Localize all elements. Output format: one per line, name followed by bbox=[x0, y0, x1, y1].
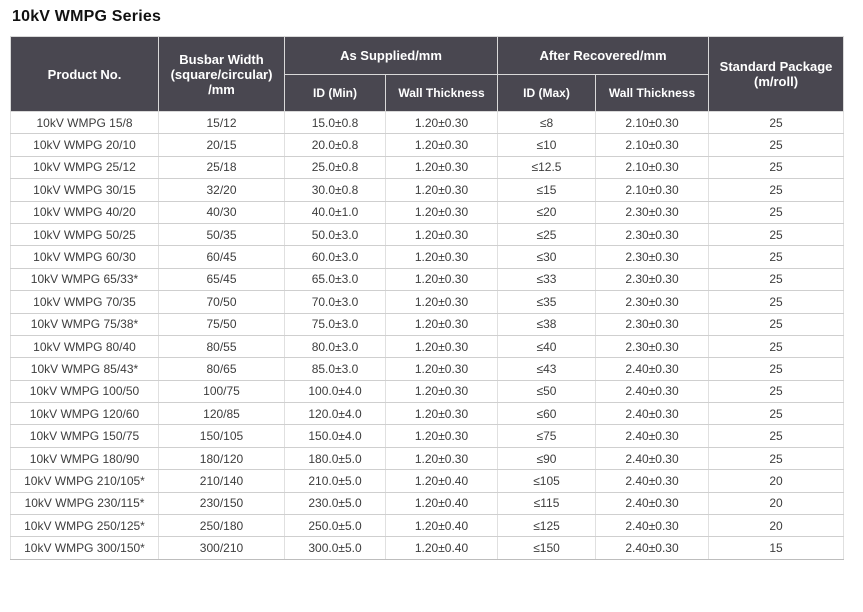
cell-busbar-width: 150/105 bbox=[159, 425, 285, 447]
cell-wall-thickness-supplied: 1.20±0.30 bbox=[386, 403, 498, 425]
cell-product-no: 10kV WMPG 60/30 bbox=[11, 246, 159, 268]
cell-product-no: 10kV WMPG 80/40 bbox=[11, 335, 159, 357]
cell-busbar-width: 80/65 bbox=[159, 358, 285, 380]
table-row bbox=[11, 201, 844, 223]
table-row bbox=[11, 492, 844, 514]
header-standard-package: Standard Package (m/roll) bbox=[709, 37, 844, 112]
cell-id-min: 230.0±5.0 bbox=[285, 492, 386, 514]
cell-wall-thickness-supplied: 1.20±0.30 bbox=[386, 447, 498, 469]
cell-product-no: 10kV WMPG 70/35 bbox=[11, 291, 159, 313]
cell-id-min: 300.0±5.0 bbox=[285, 537, 386, 559]
cell-product-no: 10kV WMPG 300/150* bbox=[11, 537, 159, 559]
cell-wall-thickness-supplied: 1.20±0.40 bbox=[386, 470, 498, 492]
cell-id-max: ≤10 bbox=[498, 134, 596, 156]
cell-product-no: 10kV WMPG 25/12 bbox=[11, 156, 159, 178]
cell-busbar-width: 300/210 bbox=[159, 537, 285, 559]
cell-product-no: 10kV WMPG 100/50 bbox=[11, 380, 159, 402]
cell-id-min: 50.0±3.0 bbox=[285, 223, 386, 245]
cell-product-no: 10kV WMPG 20/10 bbox=[11, 134, 159, 156]
cell-id-min: 75.0±3.0 bbox=[285, 313, 386, 335]
cell-id-max: ≤30 bbox=[498, 246, 596, 268]
cell-wall-thickness-recovered: 2.40±0.30 bbox=[596, 358, 709, 380]
cell-id-max: ≤115 bbox=[498, 492, 596, 514]
table-row bbox=[11, 380, 844, 402]
cell-product-no: 10kV WMPG 65/33* bbox=[11, 268, 159, 290]
cell-busbar-width: 75/50 bbox=[159, 313, 285, 335]
cell-product-no: 10kV WMPG 210/105* bbox=[11, 470, 159, 492]
table-row bbox=[11, 470, 844, 492]
cell-wall-thickness-recovered: 2.40±0.30 bbox=[596, 425, 709, 447]
cell-standard-package: 25 bbox=[709, 223, 844, 245]
cell-wall-thickness-supplied: 1.20±0.30 bbox=[386, 291, 498, 313]
cell-busbar-width: 210/140 bbox=[159, 470, 285, 492]
cell-standard-package: 25 bbox=[709, 335, 844, 357]
cell-wall-thickness-recovered: 2.30±0.30 bbox=[596, 246, 709, 268]
cell-product-no: 10kV WMPG 230/115* bbox=[11, 492, 159, 514]
table-row bbox=[11, 134, 844, 156]
cell-id-max: ≤8 bbox=[498, 112, 596, 134]
cell-product-no: 10kV WMPG 250/125* bbox=[11, 515, 159, 537]
cell-wall-thickness-supplied: 1.20±0.30 bbox=[386, 380, 498, 402]
cell-wall-thickness-supplied: 1.20±0.40 bbox=[386, 537, 498, 559]
cell-id-min: 210.0±5.0 bbox=[285, 470, 386, 492]
cell-product-no: 10kV WMPG 40/20 bbox=[11, 201, 159, 223]
cell-id-max: ≤43 bbox=[498, 358, 596, 380]
cell-wall-thickness-recovered: 2.30±0.30 bbox=[596, 291, 709, 313]
cell-wall-thickness-recovered: 2.10±0.30 bbox=[596, 179, 709, 201]
cell-busbar-width: 250/180 bbox=[159, 515, 285, 537]
cell-busbar-width: 230/150 bbox=[159, 492, 285, 514]
cell-wall-thickness-supplied: 1.20±0.30 bbox=[386, 201, 498, 223]
cell-id-max: ≤150 bbox=[498, 537, 596, 559]
table-row bbox=[11, 515, 844, 537]
cell-wall-thickness-supplied: 1.20±0.30 bbox=[386, 335, 498, 357]
table-row bbox=[11, 358, 844, 380]
cell-id-max: ≤50 bbox=[498, 380, 596, 402]
cell-id-max: ≤35 bbox=[498, 291, 596, 313]
cell-standard-package: 25 bbox=[709, 179, 844, 201]
cell-wall-thickness-recovered: 2.40±0.30 bbox=[596, 470, 709, 492]
cell-wall-thickness-recovered: 2.30±0.30 bbox=[596, 313, 709, 335]
cell-id-max: ≤105 bbox=[498, 470, 596, 492]
table-row bbox=[11, 425, 844, 447]
cell-busbar-width: 15/12 bbox=[159, 112, 285, 134]
header-id-max: ID (Max) bbox=[498, 75, 596, 112]
header-wall-thickness-supplied: Wall Thickness bbox=[386, 75, 498, 112]
cell-standard-package: 20 bbox=[709, 470, 844, 492]
table-row bbox=[11, 291, 844, 313]
cell-wall-thickness-recovered: 2.40±0.30 bbox=[596, 403, 709, 425]
table-row bbox=[11, 537, 844, 559]
table-row bbox=[11, 246, 844, 268]
cell-id-min: 150.0±4.0 bbox=[285, 425, 386, 447]
cell-wall-thickness-supplied: 1.20±0.30 bbox=[386, 112, 498, 134]
cell-product-no: 10kV WMPG 30/15 bbox=[11, 179, 159, 201]
cell-wall-thickness-recovered: 2.10±0.30 bbox=[596, 134, 709, 156]
table-row bbox=[11, 223, 844, 245]
header-busbar-width: Busbar Width (square/circular) /mm bbox=[159, 37, 285, 112]
cell-standard-package: 20 bbox=[709, 515, 844, 537]
cell-product-no: 10kV WMPG 180/90 bbox=[11, 447, 159, 469]
cell-busbar-width: 100/75 bbox=[159, 380, 285, 402]
cell-id-max: ≤75 bbox=[498, 425, 596, 447]
cell-id-min: 65.0±3.0 bbox=[285, 268, 386, 290]
cell-id-min: 250.0±5.0 bbox=[285, 515, 386, 537]
cell-standard-package: 25 bbox=[709, 268, 844, 290]
cell-busbar-width: 80/55 bbox=[159, 335, 285, 357]
cell-standard-package: 20 bbox=[709, 492, 844, 514]
cell-id-min: 100.0±4.0 bbox=[285, 380, 386, 402]
cell-id-min: 120.0±4.0 bbox=[285, 403, 386, 425]
table-row bbox=[11, 268, 844, 290]
cell-wall-thickness-supplied: 1.20±0.30 bbox=[386, 268, 498, 290]
cell-wall-thickness-supplied: 1.20±0.30 bbox=[386, 425, 498, 447]
cell-wall-thickness-recovered: 2.30±0.30 bbox=[596, 201, 709, 223]
cell-standard-package: 25 bbox=[709, 403, 844, 425]
page-title: 10kV WMPG Series bbox=[12, 8, 162, 25]
cell-wall-thickness-recovered: 2.30±0.30 bbox=[596, 223, 709, 245]
header-as-supplied: As Supplied/mm bbox=[285, 37, 498, 75]
cell-standard-package: 25 bbox=[709, 201, 844, 223]
cell-id-min: 60.0±3.0 bbox=[285, 246, 386, 268]
cell-standard-package: 25 bbox=[709, 425, 844, 447]
cell-standard-package: 25 bbox=[709, 112, 844, 134]
cell-standard-package: 25 bbox=[709, 313, 844, 335]
cell-busbar-width: 40/30 bbox=[159, 201, 285, 223]
cell-wall-thickness-supplied: 1.20±0.30 bbox=[386, 358, 498, 380]
header-product-no: Product No. bbox=[11, 37, 159, 112]
cell-product-no: 10kV WMPG 150/75 bbox=[11, 425, 159, 447]
cell-wall-thickness-recovered: 2.40±0.30 bbox=[596, 537, 709, 559]
cell-wall-thickness-recovered: 2.40±0.30 bbox=[596, 380, 709, 402]
cell-wall-thickness-recovered: 2.40±0.30 bbox=[596, 515, 709, 537]
table-body bbox=[11, 112, 844, 560]
cell-busbar-width: 25/18 bbox=[159, 156, 285, 178]
cell-busbar-width: 65/45 bbox=[159, 268, 285, 290]
cell-product-no: 10kV WMPG 75/38* bbox=[11, 313, 159, 335]
cell-busbar-width: 32/20 bbox=[159, 179, 285, 201]
cell-standard-package: 25 bbox=[709, 447, 844, 469]
cell-wall-thickness-supplied: 1.20±0.40 bbox=[386, 492, 498, 514]
cell-id-min: 180.0±5.0 bbox=[285, 447, 386, 469]
header-wall-thickness-recovered: Wall Thickness bbox=[596, 75, 709, 112]
table-row bbox=[11, 403, 844, 425]
table-row bbox=[11, 112, 844, 134]
cell-wall-thickness-supplied: 1.20±0.40 bbox=[386, 515, 498, 537]
header-id-min: ID (Min) bbox=[285, 75, 386, 112]
cell-id-max: ≤40 bbox=[498, 335, 596, 357]
cell-standard-package: 25 bbox=[709, 134, 844, 156]
cell-standard-package: 25 bbox=[709, 358, 844, 380]
cell-product-no: 10kV WMPG 85/43* bbox=[11, 358, 159, 380]
cell-busbar-width: 60/45 bbox=[159, 246, 285, 268]
cell-wall-thickness-supplied: 1.20±0.30 bbox=[386, 246, 498, 268]
cell-id-max: ≤33 bbox=[498, 268, 596, 290]
cell-standard-package: 25 bbox=[709, 291, 844, 313]
cell-standard-package: 25 bbox=[709, 380, 844, 402]
cell-id-max: ≤90 bbox=[498, 447, 596, 469]
cell-wall-thickness-supplied: 1.20±0.30 bbox=[386, 179, 498, 201]
cell-wall-thickness-supplied: 1.20±0.30 bbox=[386, 313, 498, 335]
cell-id-max: ≤15 bbox=[498, 179, 596, 201]
cell-id-max: ≤20 bbox=[498, 201, 596, 223]
cell-id-min: 40.0±1.0 bbox=[285, 201, 386, 223]
table-row bbox=[11, 156, 844, 178]
cell-product-no: 10kV WMPG 15/8 bbox=[11, 112, 159, 134]
cell-busbar-width: 120/85 bbox=[159, 403, 285, 425]
cell-id-max: ≤125 bbox=[498, 515, 596, 537]
cell-wall-thickness-recovered: 2.30±0.30 bbox=[596, 268, 709, 290]
cell-product-no: 10kV WMPG 120/60 bbox=[11, 403, 159, 425]
cell-wall-thickness-recovered: 2.30±0.30 bbox=[596, 335, 709, 357]
cell-wall-thickness-supplied: 1.20±0.30 bbox=[386, 223, 498, 245]
table-row bbox=[11, 447, 844, 469]
cell-id-min: 20.0±0.8 bbox=[285, 134, 386, 156]
cell-id-max: ≤38 bbox=[498, 313, 596, 335]
cell-id-min: 15.0±0.8 bbox=[285, 112, 386, 134]
cell-id-min: 80.0±3.0 bbox=[285, 335, 386, 357]
cell-busbar-width: 70/50 bbox=[159, 291, 285, 313]
cell-id-max: ≤12.5 bbox=[498, 156, 596, 178]
cell-product-no: 10kV WMPG 50/25 bbox=[11, 223, 159, 245]
cell-standard-package: 15 bbox=[709, 537, 844, 559]
cell-busbar-width: 20/15 bbox=[159, 134, 285, 156]
cell-standard-package: 25 bbox=[709, 156, 844, 178]
cell-busbar-width: 180/120 bbox=[159, 447, 285, 469]
cell-wall-thickness-recovered: 2.40±0.30 bbox=[596, 447, 709, 469]
cell-id-min: 30.0±0.8 bbox=[285, 179, 386, 201]
table-row bbox=[11, 179, 844, 201]
cell-standard-package: 25 bbox=[709, 246, 844, 268]
cell-id-min: 85.0±3.0 bbox=[285, 358, 386, 380]
header-after-recovered: After Recovered/mm bbox=[498, 37, 709, 75]
cell-id-min: 25.0±0.8 bbox=[285, 156, 386, 178]
cell-wall-thickness-recovered: 2.10±0.30 bbox=[596, 156, 709, 178]
cell-wall-thickness-recovered: 2.40±0.30 bbox=[596, 492, 709, 514]
table-row bbox=[11, 335, 844, 357]
table-row bbox=[11, 313, 844, 335]
cell-wall-thickness-supplied: 1.20±0.30 bbox=[386, 134, 498, 156]
cell-id-max: ≤25 bbox=[498, 223, 596, 245]
spec-table bbox=[10, 36, 844, 560]
cell-busbar-width: 50/35 bbox=[159, 223, 285, 245]
cell-wall-thickness-supplied: 1.20±0.30 bbox=[386, 156, 498, 178]
cell-id-min: 70.0±3.0 bbox=[285, 291, 386, 313]
cell-wall-thickness-recovered: 2.10±0.30 bbox=[596, 112, 709, 134]
cell-id-max: ≤60 bbox=[498, 403, 596, 425]
